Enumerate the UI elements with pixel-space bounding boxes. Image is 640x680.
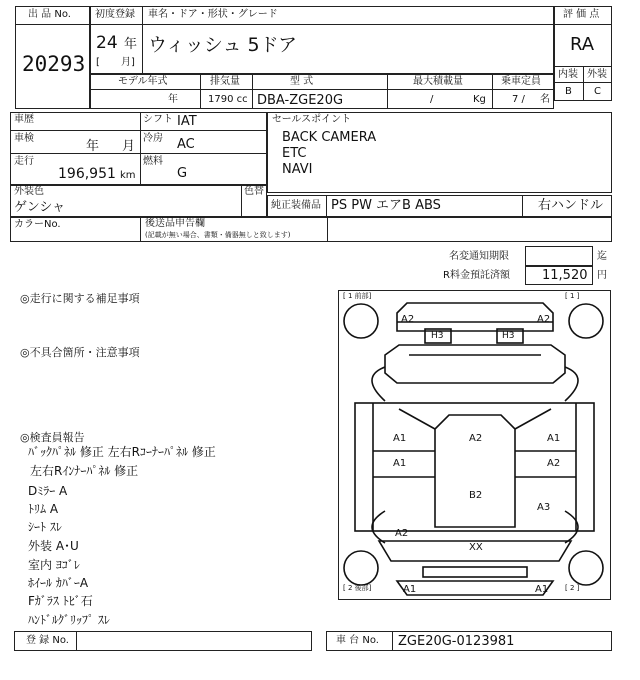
roof (435, 415, 515, 527)
interior-grade-label: 内装 (558, 69, 578, 80)
sales-point-2: ETC (282, 146, 307, 161)
displacement: 1790 cc (208, 94, 248, 105)
chassis-number: ZGE20G-0123981 (398, 634, 515, 649)
equipment-label: 純正装備品 (271, 200, 321, 211)
inspection-label: 車検 (14, 133, 34, 144)
report-line: Fｶﾞﾗｽ ﾄﾋﾞ石 (28, 594, 93, 608)
cooler: AC (177, 137, 195, 152)
max-load-unit: Kg (473, 94, 486, 105)
mark-quarter-left: A2 (395, 528, 409, 539)
capacity-unit: 名 (540, 94, 550, 105)
inspector-report-label: ◎検査員報告 (20, 431, 85, 444)
registration-year: 24 (96, 33, 118, 53)
mark-front-left: A2 (401, 314, 415, 325)
report-line: ｼｰﾄ ｽﾚ (28, 520, 62, 534)
mileage-label: 走行 (14, 156, 34, 167)
mark-front-right: A2 (537, 314, 551, 325)
registration-number-label: 登 録 No. (26, 635, 69, 646)
max-load-sep: / (430, 94, 434, 105)
mark-back-panel: XX (469, 542, 483, 553)
report-line: ﾄﾘﾑ A (28, 502, 59, 516)
mark-rear-right: A1 (535, 584, 549, 595)
capacity-label: 乗車定員 (501, 76, 541, 87)
name-change-box (525, 246, 593, 266)
first-registration-label: 初度登録 (95, 9, 135, 20)
report-line: ﾎｲｰﾙ ｶﾊﾞｰA (28, 576, 89, 590)
model-type: DBA-ZGE20G (257, 93, 344, 108)
corner-label-bl: [ 2 後部] (343, 584, 372, 592)
interior-grade: B (565, 86, 572, 97)
sales-point-1: BACK CAMERA (282, 130, 377, 145)
registration-year-unit: 年 (124, 37, 138, 52)
mileage-unit: km (120, 170, 136, 181)
lot-number-label: 出 品 No. (28, 9, 71, 20)
defects-label: ◎不具合箇所・注意事項 (20, 346, 140, 359)
overall-grade: RA (570, 34, 595, 55)
driving-notes-label: ◎走行に関する補足事項 (20, 292, 140, 305)
model-year-label: モデル年式 (118, 76, 168, 87)
report-line: 外装 A･U (28, 539, 79, 553)
displacement-label: 排気量 (210, 76, 240, 87)
exterior-grade-label: 外装 (587, 69, 607, 80)
car-info-label: 車名・ドア・形状・グレード (148, 9, 278, 20)
aftermarket-note: (記載が無い場合、書類・備器無しと致します) (145, 231, 291, 239)
steering: 右ハンドル (538, 198, 604, 213)
report-line: 室内 ﾖｺﾞﾚ (28, 558, 80, 572)
inspection-year: 年 (86, 139, 100, 154)
report-line: 左右Rｲﾝﾅｰﾊﾟﾈﾙ 修正 (30, 464, 139, 478)
name-change-label: 名変通知期限 (449, 251, 509, 262)
model-year-unit: 年 (168, 94, 178, 105)
repaint-label: 色替 (244, 186, 264, 197)
registration-month-open: [ (96, 57, 100, 68)
tire-front-right (569, 304, 603, 338)
details-block (10, 112, 267, 185)
fuel-label: 燃料 (143, 156, 163, 167)
front-bumper (397, 303, 553, 331)
corner-label-br: [ 2 ] (565, 584, 580, 592)
exterior-color-label: 外装色 (14, 186, 44, 197)
aftermarket-label: 後送品申告欄 (145, 218, 205, 229)
tire-rear-right (569, 551, 603, 585)
inspection-month: 月 (122, 139, 136, 154)
name-change-unit: 迄 (597, 251, 607, 262)
corner-label-tl: [ 1 前部] (343, 292, 372, 300)
mark-headlight-right: H3 (502, 331, 515, 341)
mark-door-rear-right: A2 (547, 458, 561, 469)
lot-number: 20293 (22, 52, 86, 76)
report-line: ﾊﾝﾄﾞﾙｸﾞﾘｯﾌﾟ ｽﾚ (28, 613, 110, 627)
mark-roof-front: A2 (469, 433, 483, 444)
mileage: 196,951 (58, 166, 116, 182)
chassis-number-label: 車 台 No. (336, 635, 379, 646)
capacity: 7 / (512, 94, 525, 105)
damage-diagram (338, 290, 611, 600)
mark-headlight-left: H3 (431, 331, 444, 341)
color-number-label: カラーNo. (14, 219, 61, 230)
shift: IAT (177, 114, 197, 129)
mark-door-rear-left: A1 (393, 458, 407, 469)
report-line: ﾊﾞｯｸﾊﾟﾈﾙ 修正 左右Rｺｰﾅｰﾊﾟﾈﾙ 修正 (28, 445, 216, 459)
exterior-grade: C (594, 86, 601, 97)
corner-label-tr: [ 1 ] (565, 292, 580, 300)
history-label: 車歴 (14, 114, 34, 125)
grade-label: 評 価 点 (563, 9, 600, 20)
mark-door-front-right: A1 (547, 433, 561, 444)
report-line: Dﾐﾗｰ A (28, 484, 68, 498)
mark-rear-left: A1 (403, 584, 417, 595)
mark-door-front-left: A1 (393, 433, 407, 444)
sales-point-3: NAVI (282, 162, 313, 177)
recycle-fee-label: R料金預託済額 (443, 270, 510, 281)
color-number-row (10, 217, 612, 242)
sales-points-label: セールスポイント (272, 114, 352, 125)
recycle-fee-unit: 円 (597, 270, 607, 281)
tire-rear-left (344, 551, 378, 585)
equipment: PS PW エアB ABS (331, 198, 441, 213)
mark-roof-rear: B2 (469, 490, 483, 501)
cooler-label: 冷房 (143, 133, 163, 144)
exterior-color: ゲンシャ (14, 200, 66, 215)
car-name: ウィッシュ 5ドア (148, 34, 298, 56)
mark-quarter-right: A3 (537, 502, 551, 513)
type-label: 型 式 (290, 76, 314, 87)
registration-month-unit: 月] (121, 57, 135, 68)
recycle-fee: 11,520 (542, 268, 588, 283)
hood (385, 345, 565, 383)
max-load-label: 最大積載量 (413, 76, 463, 87)
fuel: G (177, 166, 188, 181)
tire-front-left (344, 304, 378, 338)
shift-label: シフト (143, 114, 173, 125)
